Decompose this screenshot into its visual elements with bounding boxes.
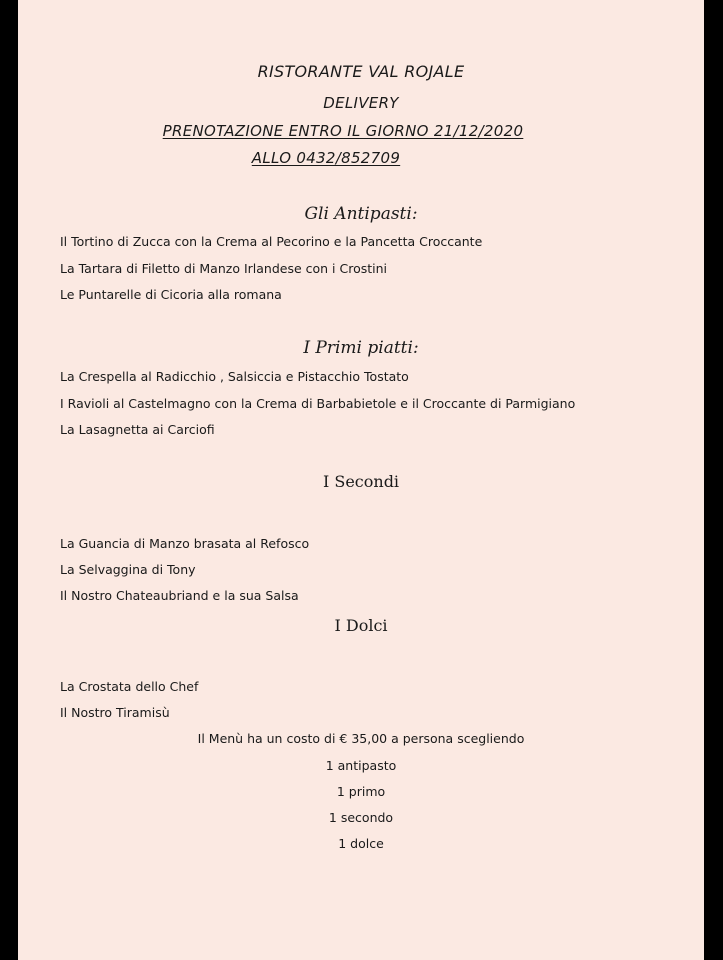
menu-item: La Tartara di Filetto di Manzo Irlandese con i Crostini <box>60 261 388 276</box>
menu-item: Le Puntarelle di Cicoria alla romana <box>60 287 282 302</box>
menu-item: Il Nostro Chateaubriand e la sua Salsa <box>60 588 299 603</box>
menu-item: Il Tortino di Zucca con la Crema al Pecorino e la Pancetta Croccante <box>60 234 483 249</box>
menu-item: I Ravioli al Castelmagno con la Crema di Barbabietole e il Croccante di Parmigiano <box>60 396 576 411</box>
menu-item: La Selvaggina di Tony <box>60 562 196 577</box>
section-heading-dolci: I Dolci <box>334 616 388 635</box>
booking-deadline: PRENOTAZIONE ENTRO IL GIORNO 21/12/2020 <box>162 122 524 140</box>
menu-item: La Crostata dello Chef <box>60 679 199 694</box>
choice-item: 1 antipasto <box>325 758 397 773</box>
choice-item: 1 primo <box>336 784 386 799</box>
phone-number: ALLO 0432/852709 <box>251 149 401 167</box>
choice-item: 1 dolce <box>338 836 384 851</box>
section-heading-secondi: I Secondi <box>322 472 400 491</box>
restaurant-name: RISTORANTE VAL ROJALE <box>257 62 465 81</box>
price-summary: Il Menù ha un costo di € 35,00 a persona scegliendo <box>197 731 525 746</box>
menu-item: La Crespella al Radicchio , Salsiccia e Pistacchio Tostato <box>60 369 409 384</box>
menu-item: Il Nostro Tiramisù <box>60 705 170 720</box>
section-heading-primi: I Primi piatti: <box>303 338 419 358</box>
delivery-label: DELIVERY <box>323 94 399 112</box>
menu-item: La Lasagnetta ai Carciofi <box>60 422 215 437</box>
menu-page <box>18 0 704 960</box>
menu-item: La Guancia di Manzo brasata al Refosco <box>60 536 310 551</box>
section-heading-antipasti: Gli Antipasti: <box>304 204 418 224</box>
choice-item: 1 secondo <box>328 810 394 825</box>
